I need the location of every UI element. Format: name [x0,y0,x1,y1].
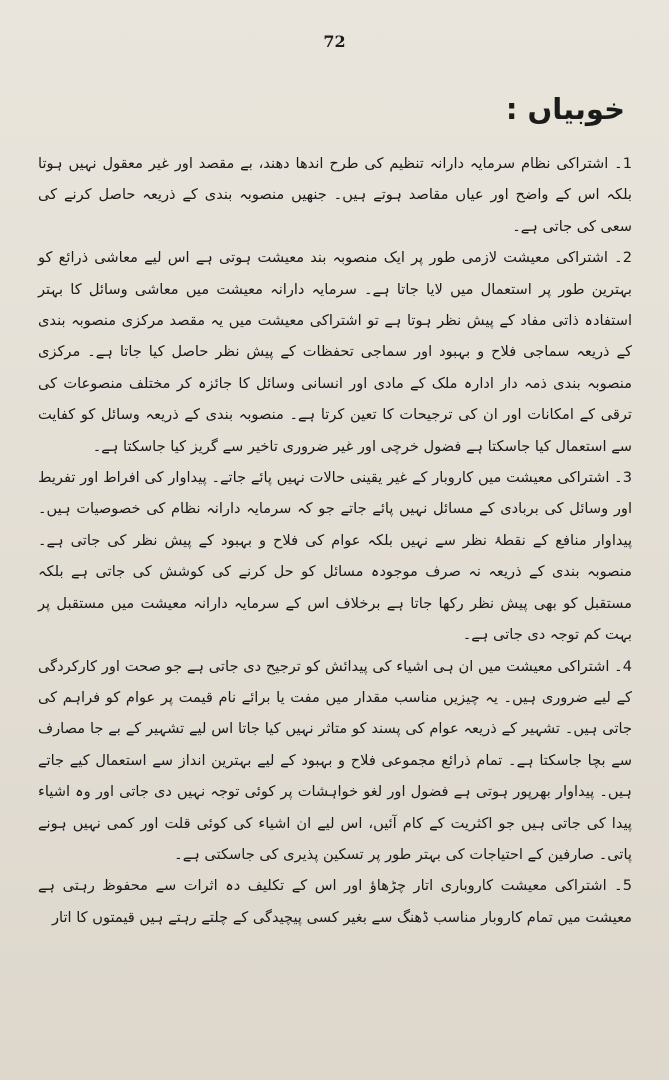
paragraph-3: 3۔ اشتراکی معیشت میں کاروبار کے غیر یقینی حالات نہیں پائے جاتے۔ پیداوار کی افراط اور تفریط اور وسائل کی بربادی کے مسائل نہیں پائے جاتے جو کہ سرمایہ دارانہ نظام کی خصوصیات ہیں۔ پیداوار منافع کے نقطۂ نظر سے نہیں بلکہ عوام کی فلاح و بہبود کے پیش نظر کی جاتی ہے۔ منصوبہ بندی کے ذریعہ نہ صرف موجودہ مسائل کو حل کرنے کی کوشش کی جاتی ہے بلکہ مستقبل کو بھی پیش نظر رکھا جاتا ہے برخلاف اس کے سرمایہ دارانہ معیشت میں مستقبل پر بہت کم توجہ دی جاتی ہے۔ [38,469,632,644]
body-text [38,148,632,933]
paragraph-4: 4۔ اشتراکی معیشت میں ان ہی اشیاء کی پیدائش کو ترجیح دی جاتی ہے جو صحت اور کارکردگی کے لیے ضروری ہیں۔ یہ چیزیں مناسب مقدار میں مفت یا برائے نام قیمت پر عوام کو فراہم کی جاتی ہیں۔ تشہیر کے ذریعہ عوام کی پسند کو متاثر نہیں کیا جاتا اس لیے تشہیر کے بے جا مصارف سے بچا جاسکتا ہے۔ تمام ذرائع مجموعی فلاح و بہبود کے لیے بہترین انداز سے استعمال کیے جاتے ہیں۔ پیداوار بھرپور ہوتی ہے فضول اور لغو خواہشات پر کوئی توجہ نہیں دی جاتی اور وہ اشیاء پیدا کی جاتی ہیں جو اکثریت کے کام آئیں، اس لیے ان اشیاء کی کوئی قلت اور کمی نہیں ہونے پاتی۔ صارفین کے احتیاجات کی بہتر طور پر تسکین پذیری کی جاسکتی ہے۔ [38,657,632,863]
page-number: 72 [323,32,346,51]
paragraph-5: 5۔ اشتراکی معیشت کاروباری اتار چڑھاؤ اور اس کے تکلیف دہ اثرات سے محفوظ رہتی ہے معیشت میں تمام کاروبار مناسب ڈھنگ سے بغیر کسی پیچیدگی کے چلتے رہتے ہیں قیمتوں کا اتار [38,877,632,926]
section-heading: خوبیاں : [505,92,625,126]
paragraph-1: 1۔ اشتراکی نظام سرمایہ دارانہ تنظیم کی طرح اندھا دھند، بے مقصد اور غیر معقول نہیں ہوتا بلکہ اس کے واضح اور عیاں مقاصد ہوتے ہیں۔ جنھیں منصوبہ بندی کے ذریعہ حاصل کرنے کی سعی کی جاتی ہے۔ [38,155,632,235]
paragraph-2: 2۔ اشتراکی معیشت لازمی طور پر ایک منصوبہ بند معیشت ہوتی ہے اس لیے معاشی ذرائع کو بہترین طور پر استعمال میں لایا جاتا ہے۔ سرمایہ دارانہ معیشت میں معاشی وسائل کا بہتر استفادہ ذاتی مفاد کے پیش نظر ہوتا ہے تو اشتراکی معیشت میں یہ مقصد مرکزی منصوبہ بندی کے ذریعہ سماجی فلاح و بہبود اور سماجی تحفظات کے پیش نظر حاصل کیا جاتا ہے۔ مرکزی منصوبہ بندی ذمہ دار ادارہ ملک کے مادی اور انسانی وسائل کا جائزہ کر مختلف منصوعات کی ترقی کے امکانات اور ان کی ترجیحات کا تعین کرتا ہے۔ منصوبہ بندی کے ذریعہ وسائل کو کفایت سے استعمال کیا جاسکتا ہے فضول خرچی اور غیر ضروری تاخیر سے گریز کیا جاسکتا ہے۔ [38,249,632,455]
